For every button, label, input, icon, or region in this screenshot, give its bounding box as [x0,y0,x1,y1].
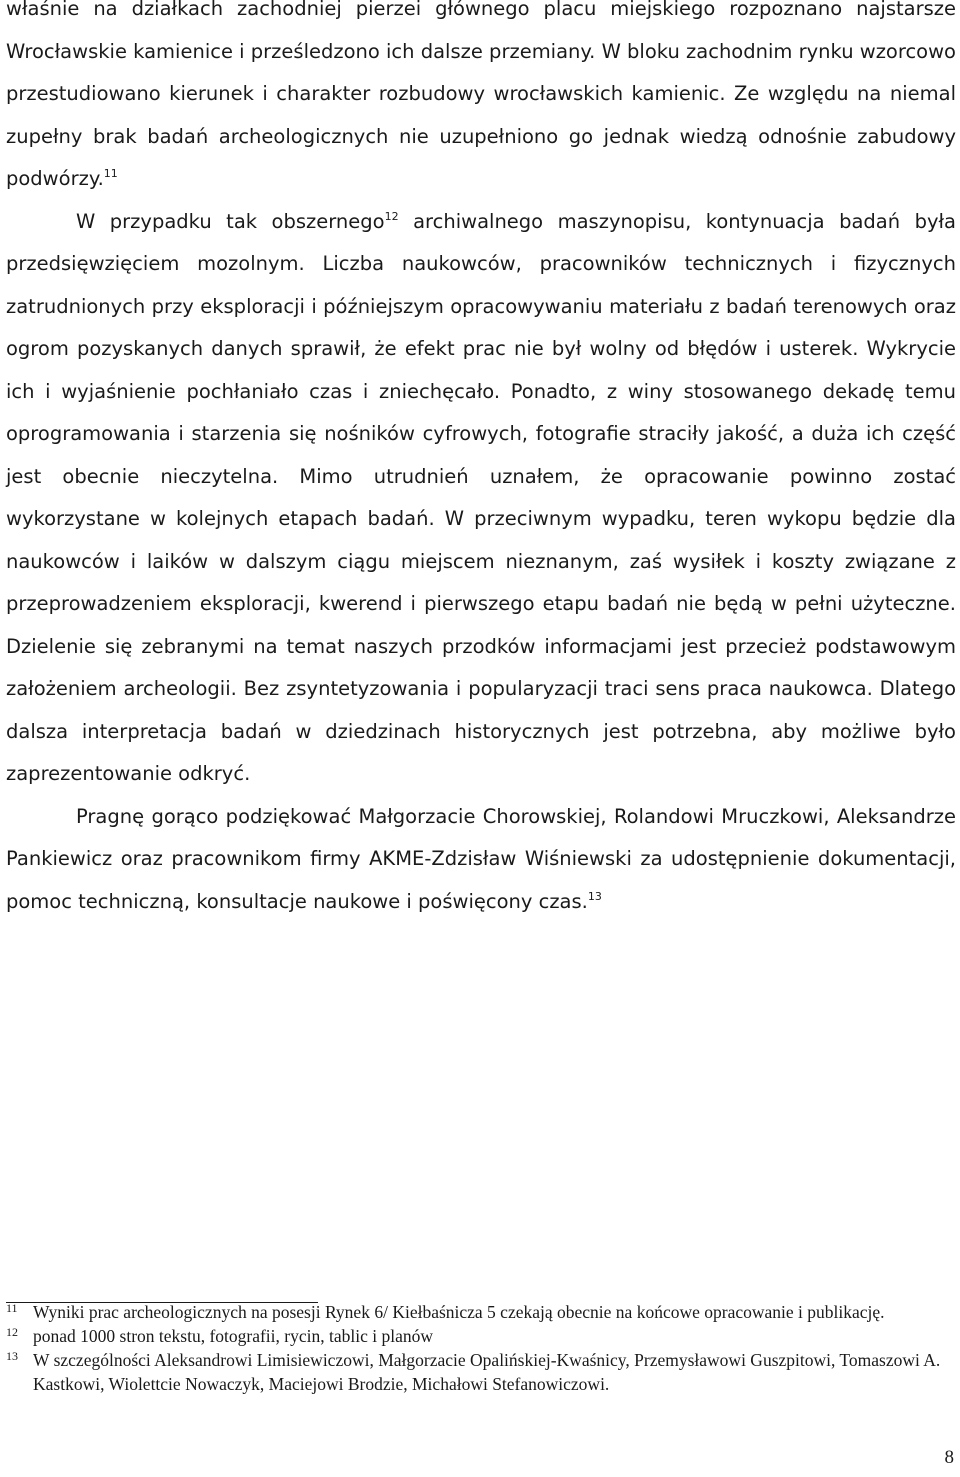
footnote-text: W szczególności Aleksandrowi Limisiewiczowi, Małgorzacie Opalińskiej-Kwaśnicy, Przemysławowi Guszpitowi, Tomaszowi A. Kastkowi, Wiolettcie Nowaczyk, Maciejowi Brodzie, Michałowi Stefanowiczowi. [33,1350,941,1394]
footnote-ref-12[interactable]: 12 [384,209,399,223]
paragraph-3-text: Pragnę gorąco podziękować Małgorzacie Chorowskiej, Rolandowi Mruczkowi, Aleksandrze Pankiewicz oraz pracownikom firmy AKME-Zdzisław Wiśniewski za udostępnienie dokumentacji, pomoc techniczną, konsultacje naukowe i poświęcony czas. [6,804,956,913]
footnote-item [6,1300,956,1324]
page-number: 8 [944,1447,954,1468]
paragraph-2 [6,201,956,796]
body-text [6,0,956,923]
footnote-ref-11[interactable]: 11 [103,167,118,180]
footnote-number: 11 [6,1301,18,1315]
footnote-number: 12 [6,1325,18,1339]
paragraph-1 [6,0,956,201]
footnote-item [6,1348,956,1396]
footnote-ref-13[interactable]: 13 [587,889,602,903]
paragraph-2-text-a: W przypadku tak obszernego [76,209,385,233]
footnote-text: ponad 1000 stron tekstu, fotografii, rycin, tablic i planów [33,1326,433,1346]
footnotes [6,1300,956,1396]
paragraph-1-text: właśnie na działkach zachodniej pierzei głównego placu miejskiego rozpoznano najstarsze Wrocławskie kamienice i prześledzono ich dalsze przemiany. W bloku zachodnim rynku wzorcowo przestudiowano kierunek i charakter rozbudowy wrocławskich kamienic. Ze względu na niemal zupełny brak badań archeologicznych nie uzupełniono go jednak wiedzą odnośnie zabudowy podwórzy. [6,0,956,190]
footnote-item [6,1324,956,1348]
footnote-text: Wyniki prac archeologicznych na posesji Rynek 6/ Kiełbaśnicza 5 czekają obecnie na końcowe opracowanie i publikację. [33,1302,885,1322]
paragraph-3 [6,796,956,924]
paragraph-2-text-b: archiwalnego maszynopisu, kontynuacja badań była przedsięwzięciem mozolnym. Liczba naukowców, pracowników technicznych i fizycznych zatrudnionych przy eksploracji i późniejszym opracowywaniu materiału z badań terenowych oraz ogrom pozyskanych danych sprawił, że efekt prac nie był wolny od błędów i usterek. Wykrycie ich i wyjaśnienie pochłaniało czas i zniechęcało. Ponadto, z winy stosowanego dekadę temu oprogramowania i starzenia się nośników cyfrowych, fotografie straciły jakość, a duża ich część jest obecnie nieczytelna. Mimo utrudnień uznałem, że opracowanie powinno zostać wykorzystane w kolejnych etapach badań. W przeciwnym wypadku, teren wykopu będzie dla naukowców i laików w dalszym ciągu miejscem nieznanym, zaś wysiłek i koszty związane z przeprowadzeniem eksploracji, kwerend i pierwszego etapu badań nie będą w pełni użyteczne. Dzielenie się zebranymi na temat naszych przodków informacjami jest przecież podstawowym założeniem archeologii. Bez zsyntetyzowania i popularyzacji traci sens praca naukowca. Dlatego dalsza interpretacja badań w dziedzinach historycznych jest potrzebna, aby możliwe było zaprezentowanie odkryć. [6,209,956,785]
footnote-number: 13 [6,1349,18,1363]
